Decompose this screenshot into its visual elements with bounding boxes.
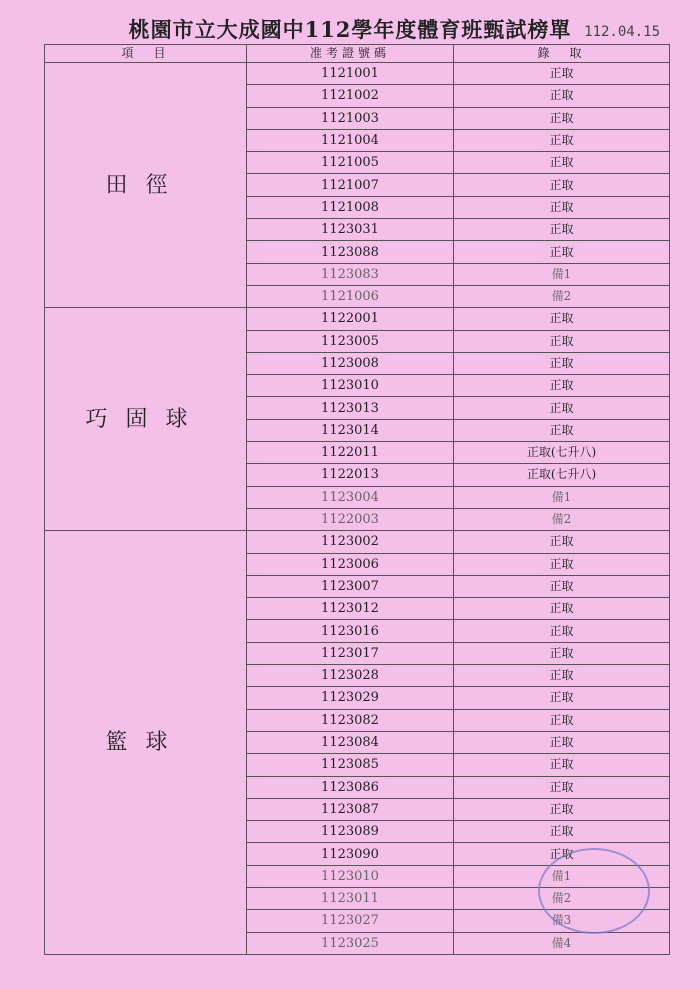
header-row (45, 45, 670, 63)
category-cell: 田徑 (45, 63, 247, 308)
exam-number-cell: 1123028 (247, 665, 454, 687)
result-cell: 備2 (454, 285, 670, 307)
category-cell: 巧固球 (45, 308, 247, 531)
exam-number-cell: 1123010 (247, 375, 454, 397)
result-cell: 正取 (454, 687, 670, 709)
result-cell: 備2 (454, 887, 670, 909)
result-cell: 正取 (454, 397, 670, 419)
result-cell: 正取 (454, 375, 670, 397)
result-cell: 正取 (454, 620, 670, 642)
admission-table (44, 44, 670, 955)
exam-number-cell: 1123083 (247, 263, 454, 285)
result-cell: 正取 (454, 575, 670, 597)
result-cell: 正取 (454, 709, 670, 731)
exam-number-cell: 1123029 (247, 687, 454, 709)
official-seal (538, 848, 650, 934)
result-cell: 備1 (454, 486, 670, 508)
result-cell: 正取 (454, 776, 670, 798)
exam-number-cell: 1123006 (247, 553, 454, 575)
result-cell: 備1 (454, 263, 670, 285)
exam-number-cell: 1123007 (247, 575, 454, 597)
exam-number-cell: 1121006 (247, 285, 454, 307)
header-category: 項 目 (45, 45, 247, 63)
table-row (45, 308, 670, 330)
exam-number-cell: 1123089 (247, 821, 454, 843)
exam-number-cell: 1121002 (247, 85, 454, 107)
exam-number-cell: 1122011 (247, 442, 454, 464)
result-cell: 正取 (454, 196, 670, 218)
exam-number-cell: 1123086 (247, 776, 454, 798)
result-cell: 正取(七升八) (454, 464, 670, 486)
table-row (45, 531, 670, 553)
exam-number-cell: 1121005 (247, 152, 454, 174)
result-cell: 正取 (454, 419, 670, 441)
exam-number-cell: 1123031 (247, 219, 454, 241)
exam-number-cell: 1122013 (247, 464, 454, 486)
result-cell: 正取 (454, 843, 670, 865)
result-cell: 正取 (454, 63, 670, 85)
result-cell: 正取 (454, 821, 670, 843)
exam-number-cell: 1121003 (247, 107, 454, 129)
result-cell: 正取 (454, 219, 670, 241)
result-cell: 正取 (454, 330, 670, 352)
exam-number-cell: 1123002 (247, 531, 454, 553)
result-cell: 正取 (454, 174, 670, 196)
result-cell: 正取 (454, 308, 670, 330)
result-cell: 正取 (454, 798, 670, 820)
exam-number-cell: 1123017 (247, 642, 454, 664)
category-cell: 籃球 (45, 531, 247, 955)
exam-number-cell: 1123088 (247, 241, 454, 263)
exam-number-cell: 1123008 (247, 352, 454, 374)
exam-number-cell: 1121004 (247, 129, 454, 151)
result-cell: 正取 (454, 553, 670, 575)
result-cell: 正取 (454, 85, 670, 107)
result-cell: 正取 (454, 598, 670, 620)
page-title: 桃園市立大成國中112學年度體育班甄試榜單 (128, 17, 572, 42)
exam-number-cell: 1121008 (247, 196, 454, 218)
header-exam-number: 准考證號碼 (247, 45, 454, 63)
exam-number-cell: 1123010 (247, 865, 454, 887)
result-cell: 正取 (454, 665, 670, 687)
publish-date: 112.04.15 (584, 24, 660, 40)
exam-number-cell: 1123082 (247, 709, 454, 731)
result-cell: 備1 (454, 865, 670, 887)
result-cell: 正取 (454, 352, 670, 374)
exam-number-cell: 1123016 (247, 620, 454, 642)
table-row (45, 63, 670, 85)
exam-number-cell: 1123025 (247, 932, 454, 954)
result-cell: 正取 (454, 754, 670, 776)
result-cell: 備3 (454, 910, 670, 932)
exam-number-cell: 1123085 (247, 754, 454, 776)
exam-number-cell: 1123087 (247, 798, 454, 820)
exam-number-cell: 1123005 (247, 330, 454, 352)
exam-number-cell: 1123011 (247, 887, 454, 909)
result-cell: 正取 (454, 241, 670, 263)
exam-number-cell: 1123012 (247, 598, 454, 620)
result-cell: 正取 (454, 731, 670, 753)
result-cell: 正取 (454, 152, 670, 174)
exam-number-cell: 1123004 (247, 486, 454, 508)
exam-number-cell: 1123027 (247, 910, 454, 932)
exam-number-cell: 1123084 (247, 731, 454, 753)
table-body (45, 63, 670, 955)
header-result: 錄 取 (454, 45, 670, 63)
result-cell: 備4 (454, 932, 670, 954)
exam-number-cell: 1123013 (247, 397, 454, 419)
result-cell: 正取 (454, 129, 670, 151)
exam-number-cell: 1121001 (247, 63, 454, 85)
result-cell: 正取(七升八) (454, 442, 670, 464)
result-cell: 正取 (454, 531, 670, 553)
exam-number-cell: 1122001 (247, 308, 454, 330)
exam-number-cell: 1121007 (247, 174, 454, 196)
result-cell: 正取 (454, 642, 670, 664)
exam-number-cell: 1122003 (247, 508, 454, 530)
exam-number-cell: 1123014 (247, 419, 454, 441)
result-cell: 正取 (454, 107, 670, 129)
exam-number-cell: 1123090 (247, 843, 454, 865)
result-cell: 備2 (454, 508, 670, 530)
